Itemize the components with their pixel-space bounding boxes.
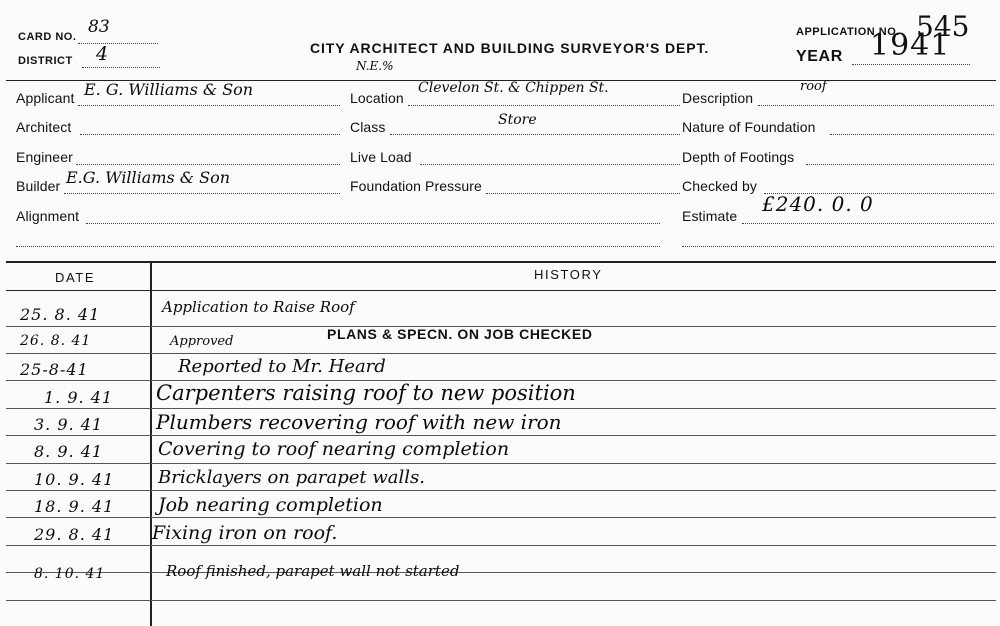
card-no-value: 83 [88, 17, 110, 37]
history-top-border [6, 261, 996, 263]
history-date: 8. 9. 41 [34, 442, 104, 461]
estimate-value: £240. 0. 0 [762, 192, 874, 216]
class-line [390, 134, 680, 135]
history-entry: Job nearing completion [158, 494, 383, 516]
year-line [852, 64, 970, 65]
checked-by-label: Checked by [682, 178, 757, 194]
history-date: 8. 10. 41 [34, 566, 106, 582]
blank-line-left [16, 246, 660, 247]
depth-of-footings-line [806, 164, 994, 165]
district-line [82, 67, 160, 68]
builder-label: Builder [16, 178, 61, 194]
depth-of-footings-label: Depth of Footings [682, 149, 795, 165]
history-date: 3. 9. 41 [34, 415, 104, 434]
builder-value: E.G. Williams & Son [66, 168, 231, 187]
builder-line [64, 193, 340, 194]
history-entry: Carpenters raising roof to new position [156, 381, 576, 405]
estimate-line [742, 223, 994, 224]
rule-5 [6, 435, 996, 436]
nature-of-foundation-line [830, 134, 994, 135]
applicant-line [78, 105, 340, 106]
live-load-line [420, 164, 680, 165]
history-header: HISTORY [534, 267, 603, 282]
history-date: 25. 8. 41 [20, 305, 101, 324]
history-entry: Approved [170, 334, 234, 349]
estimate-label: Estimate [682, 208, 738, 224]
alignment-label: Alignment [16, 208, 80, 224]
history-entry: Covering to roof nearing completion [158, 438, 510, 460]
rule-2 [6, 353, 996, 354]
location-line [408, 105, 680, 106]
date-header: DATE [55, 270, 96, 285]
year-label: YEAR [796, 48, 843, 65]
foundation-pressure-label: Foundation Pressure [350, 178, 482, 194]
architect-label: Architect [16, 119, 72, 135]
history-entry: Bricklayers on parapet walls. [158, 467, 425, 488]
nature-of-foundation-label: Nature of Foundation [682, 119, 816, 135]
history-date: 29. 8. 41 [34, 525, 115, 544]
rule-10 [6, 572, 996, 573]
history-date: 25-8-41 [20, 360, 89, 379]
alignment-line [86, 223, 660, 224]
history-entry: Roof finished, parapet wall not started [166, 562, 460, 580]
rule-11 [6, 600, 996, 601]
history-date: 10. 9. 41 [34, 470, 115, 489]
history-entry: Fixing iron on roof. [152, 522, 338, 544]
description-line [758, 105, 994, 106]
history-date: 18. 9. 41 [34, 497, 115, 516]
class-label: Class [350, 119, 386, 135]
card-no-label: CARD NO. [18, 31, 77, 43]
applicant-label: Applicant [16, 90, 75, 106]
location-value: Clevelon St. & Chippen St. [418, 80, 609, 96]
live-load-label: Live Load [350, 149, 412, 165]
history-entry: Reported to Mr. Heard [178, 356, 386, 377]
application-no-value: 545 [916, 10, 970, 43]
year-value: 1941 [870, 28, 951, 63]
engineer-line [76, 164, 340, 165]
description-value: roof [800, 79, 827, 94]
rule-4 [6, 408, 996, 409]
engineer-label: Engineer [16, 149, 73, 165]
history-date: 1. 9. 41 [44, 388, 114, 407]
history-entry: Plumbers recovering roof with new iron [156, 410, 562, 434]
district-label: DISTRICT [18, 55, 73, 67]
description-label: Description [682, 90, 754, 106]
foundation-pressure-line [486, 193, 680, 194]
history-header-border [6, 290, 996, 291]
rule-9 [6, 545, 996, 546]
rule-7 [6, 490, 996, 491]
history-date: 26. 8. 41 [20, 333, 92, 349]
architect-line [80, 134, 340, 135]
top-note: N.E.% [356, 59, 394, 73]
card-no-line [78, 43, 158, 44]
blank-line-right [682, 246, 994, 247]
class-value: Store [498, 112, 537, 128]
history-entry: Application to Raise Roof [162, 298, 355, 316]
checked-stamp: PLANS & SPECN. ON JOB CHECKED [327, 326, 593, 342]
rule-6 [6, 463, 996, 464]
application-no-label: APPLICATION NO. [796, 26, 900, 38]
applicant-value: E. G. Williams & Son [84, 80, 254, 99]
rule-8 [6, 517, 996, 518]
dept-title: CITY ARCHITECT AND BUILDING SURVEYOR'S DEPT. [310, 40, 710, 56]
district-value: 4 [96, 43, 109, 65]
location-label: Location [350, 90, 404, 106]
